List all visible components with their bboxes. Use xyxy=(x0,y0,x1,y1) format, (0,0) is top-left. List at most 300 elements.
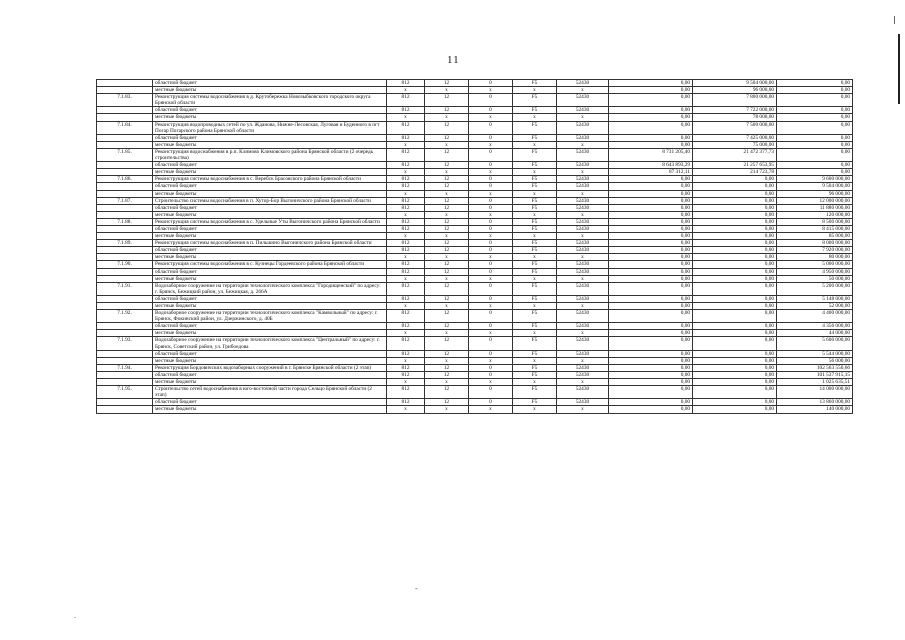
table-row xyxy=(97,379,853,386)
code-pr: x xyxy=(469,141,513,148)
table-row xyxy=(97,350,853,357)
code-project: F5 xyxy=(513,107,557,114)
code-target: 52430 xyxy=(557,176,609,183)
code-gr: 812 xyxy=(387,218,425,225)
row-number xyxy=(97,225,153,232)
code-project: F5 xyxy=(513,364,557,371)
row-description: Реконструкция системы водоснабжения в д. Крутобережка Новозыбковского городского округа Брянской области xyxy=(153,94,387,107)
amount-year-3: 9 504 000,00 xyxy=(777,183,853,190)
code-gr: 812 xyxy=(387,107,425,114)
amount-year-2: 0,00 xyxy=(693,183,777,190)
code-target: x xyxy=(557,169,609,176)
amount-year-3: 0,00 xyxy=(777,148,853,161)
row-number: 7.1.87. xyxy=(97,197,153,204)
row-description: местные бюджеты xyxy=(153,303,387,310)
amount-year-1: 0,00 xyxy=(609,295,693,302)
row-description: местные бюджеты xyxy=(153,357,387,364)
code-project: F5 xyxy=(513,295,557,302)
code-target: x xyxy=(557,211,609,218)
code-project: F5 xyxy=(513,282,557,295)
code-target: 52430 xyxy=(557,323,609,330)
row-description: местные бюджеты xyxy=(153,114,387,121)
amount-year-2: 21 472 377,73 xyxy=(693,148,777,161)
row-description: областной бюджет xyxy=(153,204,387,211)
code-target: x xyxy=(557,190,609,197)
code-gr: 812 xyxy=(387,261,425,268)
row-number xyxy=(97,169,153,176)
amount-year-3: 0,00 xyxy=(777,162,853,169)
code-pr: 0 xyxy=(469,386,513,399)
code-target: 52430 xyxy=(557,218,609,225)
code-pr: 0 xyxy=(469,261,513,268)
amount-year-1: 0,00 xyxy=(609,134,693,141)
code-pr: x xyxy=(469,87,513,94)
row-number xyxy=(97,303,153,310)
row-number xyxy=(97,399,153,406)
code-rz: 12 xyxy=(425,204,469,211)
amount-year-1: 0,00 xyxy=(609,247,693,254)
row-number: 7.1.83. xyxy=(97,94,153,107)
code-pr: 0 xyxy=(469,240,513,247)
row-description: Реконструкция водоснабжения в р.п. Климово Климовского района Брянской области (2 очередь строительства) xyxy=(153,148,387,161)
code-gr: x xyxy=(387,303,425,310)
code-gr: 812 xyxy=(387,350,425,357)
amount-year-2: 0,00 xyxy=(693,406,777,413)
code-gr: 812 xyxy=(387,364,425,371)
code-target: 52430 xyxy=(557,371,609,378)
amount-year-2: 0,00 xyxy=(693,357,777,364)
code-project: F5 xyxy=(513,247,557,254)
table-row xyxy=(97,197,853,204)
amount-year-1: 0,00 xyxy=(609,218,693,225)
amount-year-1: 0,00 xyxy=(609,268,693,275)
table-row xyxy=(97,176,853,183)
table-row xyxy=(97,190,853,197)
table-row xyxy=(97,268,853,275)
code-target: x xyxy=(557,303,609,310)
table-row xyxy=(97,337,853,350)
row-number: 7.1.92. xyxy=(97,310,153,323)
code-project: F5 xyxy=(513,399,557,406)
scan-edge-tick xyxy=(894,16,895,24)
code-project: F5 xyxy=(513,225,557,232)
amount-year-1: 0,00 xyxy=(609,303,693,310)
code-project: F5 xyxy=(513,80,557,87)
code-rz: 12 xyxy=(425,148,469,161)
code-gr: x xyxy=(387,114,425,121)
table-body xyxy=(97,80,853,414)
code-project: F5 xyxy=(513,268,557,275)
code-gr: 812 xyxy=(387,176,425,183)
amount-year-1: 0,00 xyxy=(609,379,693,386)
row-description: Реконструкция системы водоснабжения в с. Веребск Брасовского района Брянской области xyxy=(153,176,387,183)
code-target: 52430 xyxy=(557,94,609,107)
code-rz: x xyxy=(425,169,469,176)
code-gr: 812 xyxy=(387,310,425,323)
code-pr: x xyxy=(469,114,513,121)
amount-year-3: 4 400 000,00 xyxy=(777,310,853,323)
table-row xyxy=(97,218,853,225)
amount-year-2: 0,00 xyxy=(693,247,777,254)
code-project: F5 xyxy=(513,240,557,247)
code-gr: 812 xyxy=(387,247,425,254)
amount-year-3: 14 000 000,00 xyxy=(777,386,853,399)
code-project: x xyxy=(513,233,557,240)
amount-year-3: 7 920 000,00 xyxy=(777,247,853,254)
code-target: x xyxy=(557,114,609,121)
code-project: x xyxy=(513,87,557,94)
row-number xyxy=(97,357,153,364)
row-number xyxy=(97,80,153,87)
code-rz: 12 xyxy=(425,323,469,330)
code-gr: 812 xyxy=(387,183,425,190)
code-pr: x xyxy=(469,275,513,282)
code-gr: 812 xyxy=(387,134,425,141)
code-rz: 12 xyxy=(425,94,469,107)
code-rz: 12 xyxy=(425,295,469,302)
row-number xyxy=(97,114,153,121)
row-number xyxy=(97,211,153,218)
code-pr: 0 xyxy=(469,310,513,323)
amount-year-3: 13 860 000,00 xyxy=(777,399,853,406)
code-project: F5 xyxy=(513,323,557,330)
code-pr: 0 xyxy=(469,183,513,190)
amount-year-3: 0,00 xyxy=(777,141,853,148)
row-number xyxy=(97,87,153,94)
row-description: местные бюджеты xyxy=(153,330,387,337)
table-row xyxy=(97,371,853,378)
table-row xyxy=(97,141,853,148)
table-row xyxy=(97,386,853,399)
code-pr: 0 xyxy=(469,162,513,169)
amount-year-1: 0,00 xyxy=(609,310,693,323)
amount-year-2: 0,00 xyxy=(693,268,777,275)
row-description: Реконструкция системы водоснабжения в с. Кузнецы Гордеевского района Брянской области xyxy=(153,261,387,268)
row-number xyxy=(97,323,153,330)
amount-year-1: 0,00 xyxy=(609,282,693,295)
code-project: F5 xyxy=(513,148,557,161)
code-rz: x xyxy=(425,379,469,386)
code-pr: 0 xyxy=(469,350,513,357)
code-gr: 812 xyxy=(387,323,425,330)
table-row xyxy=(97,225,853,232)
amount-year-2: 0,00 xyxy=(693,303,777,310)
code-target: 52430 xyxy=(557,350,609,357)
row-description: Водозаборное сооружение на территории технологического комплекса "Камвольный" по адресу: г. Брянск, Фокинский район, ул. Дзержинского, д. 40Б xyxy=(153,310,387,323)
amount-year-1: 0,00 xyxy=(609,330,693,337)
code-rz: 12 xyxy=(425,399,469,406)
code-gr: 812 xyxy=(387,282,425,295)
amount-year-1: 0,00 xyxy=(609,406,693,413)
code-pr: x xyxy=(469,303,513,310)
amount-year-1: 0,00 xyxy=(609,211,693,218)
code-gr: 812 xyxy=(387,204,425,211)
amount-year-2: 0,00 xyxy=(693,323,777,330)
code-project: x xyxy=(513,379,557,386)
table-row xyxy=(97,295,853,302)
code-pr: 0 xyxy=(469,337,513,350)
amount-year-1: 8 643 893,29 xyxy=(609,162,693,169)
amount-year-2: 0,00 xyxy=(693,190,777,197)
code-gr: 812 xyxy=(387,197,425,204)
table-row xyxy=(97,303,853,310)
code-rz: x xyxy=(425,87,469,94)
row-description: местные бюджеты xyxy=(153,379,387,386)
row-number: 7.1.94. xyxy=(97,364,153,371)
table-row xyxy=(97,399,853,406)
code-rz: 12 xyxy=(425,183,469,190)
amount-year-2: 0,00 xyxy=(693,233,777,240)
amount-year-2: 0,00 xyxy=(693,225,777,232)
amount-year-3: 0,00 xyxy=(777,80,853,87)
amount-year-2: 0,00 xyxy=(693,350,777,357)
row-number xyxy=(97,379,153,386)
amount-year-1: 0,00 xyxy=(609,141,693,148)
row-number xyxy=(97,275,153,282)
code-gr: 812 xyxy=(387,148,425,161)
row-description: областной бюджет xyxy=(153,295,387,302)
amount-year-2: 0,00 xyxy=(693,218,777,225)
row-description: местные бюджеты xyxy=(153,406,387,413)
table-row xyxy=(97,87,853,94)
row-description: местные бюджеты xyxy=(153,254,387,261)
code-target: 52430 xyxy=(557,204,609,211)
code-pr: 0 xyxy=(469,323,513,330)
amount-year-2: 21 257 653,95 xyxy=(693,162,777,169)
row-number xyxy=(97,371,153,378)
code-target: 52430 xyxy=(557,197,609,204)
amount-year-3: 44 000,00 xyxy=(777,330,853,337)
code-pr: 0 xyxy=(469,399,513,406)
code-pr: 0 xyxy=(469,197,513,204)
row-number xyxy=(97,406,153,413)
row-number xyxy=(97,134,153,141)
code-target: 52430 xyxy=(557,80,609,87)
code-rz: 12 xyxy=(425,350,469,357)
code-gr: x xyxy=(387,406,425,413)
row-number xyxy=(97,141,153,148)
code-project: F5 xyxy=(513,121,557,134)
code-project: x xyxy=(513,169,557,176)
code-pr: x xyxy=(469,211,513,218)
code-pr: 0 xyxy=(469,364,513,371)
table-row xyxy=(97,275,853,282)
code-target: x xyxy=(557,87,609,94)
code-gr: x xyxy=(387,141,425,148)
amount-year-2: 0,00 xyxy=(693,261,777,268)
row-description: Реконструкция системы водоснабжения в с. Удельные Уты Выгоничского района Брянской области xyxy=(153,218,387,225)
page-number: 11 xyxy=(447,54,460,66)
amount-year-3: 56 000,00 xyxy=(777,357,853,364)
code-gr: 812 xyxy=(387,268,425,275)
amount-year-3: 11 880 000,00 xyxy=(777,204,853,211)
amount-year-1: 0,00 xyxy=(609,350,693,357)
row-number xyxy=(97,268,153,275)
code-target: 52430 xyxy=(557,399,609,406)
code-project: x xyxy=(513,190,557,197)
amount-year-1: 0,00 xyxy=(609,399,693,406)
code-rz: 12 xyxy=(425,282,469,295)
code-gr: 812 xyxy=(387,371,425,378)
row-description: областной бюджет xyxy=(153,371,387,378)
row-description: Строительство системы водоснабжения в п. Хутор-Бор Выгоничского района Брянской области xyxy=(153,197,387,204)
row-number: 7.1.88. xyxy=(97,218,153,225)
code-target: 52430 xyxy=(557,247,609,254)
table-row xyxy=(97,183,853,190)
code-pr: 0 xyxy=(469,176,513,183)
code-pr: 0 xyxy=(469,80,513,87)
code-pr: 0 xyxy=(469,371,513,378)
amount-year-1: 0,00 xyxy=(609,225,693,232)
amount-year-2: 0,00 xyxy=(693,399,777,406)
code-project: F5 xyxy=(513,371,557,378)
code-rz: 12 xyxy=(425,197,469,204)
code-rz: 12 xyxy=(425,162,469,169)
amount-year-1: 0,00 xyxy=(609,94,693,107)
amount-year-1: 0,00 xyxy=(609,337,693,350)
table-row xyxy=(97,162,853,169)
row-description: местные бюджеты xyxy=(153,211,387,218)
table-row xyxy=(97,121,853,134)
code-pr: 0 xyxy=(469,295,513,302)
amount-year-2: 0,00 xyxy=(693,282,777,295)
code-pr: x xyxy=(469,357,513,364)
amount-year-2: 0,00 xyxy=(693,211,777,218)
code-project: F5 xyxy=(513,176,557,183)
code-gr: x xyxy=(387,87,425,94)
row-description: местные бюджеты xyxy=(153,87,387,94)
code-target: x xyxy=(557,254,609,261)
amount-year-1: 0,00 xyxy=(609,87,693,94)
code-project: x xyxy=(513,357,557,364)
code-target: x xyxy=(557,406,609,413)
amount-year-1: 8 731 205,40 xyxy=(609,148,693,161)
amount-year-1: 0,00 xyxy=(609,275,693,282)
amount-year-2: 0,00 xyxy=(693,371,777,378)
code-rz: 12 xyxy=(425,261,469,268)
amount-year-3: 80 000,00 xyxy=(777,254,853,261)
row-number: 7.1.93. xyxy=(97,337,153,350)
amount-year-3: 101 537 915,15 xyxy=(777,371,853,378)
code-target: 52430 xyxy=(557,268,609,275)
code-pr: 0 xyxy=(469,121,513,134)
code-pr: 0 xyxy=(469,282,513,295)
code-rz: 12 xyxy=(425,107,469,114)
code-project: F5 xyxy=(513,218,557,225)
code-project: x xyxy=(513,141,557,148)
amount-year-2: 0,00 xyxy=(693,275,777,282)
code-project: F5 xyxy=(513,310,557,323)
code-pr: x xyxy=(469,379,513,386)
row-description: Реконструкция водопроводных сетей по ул. Жданова, Нижне-Лесовская, Луговая и Буденного в пгт Погар Погарского района Брянской области xyxy=(153,121,387,134)
code-gr: x xyxy=(387,254,425,261)
table-row xyxy=(97,261,853,268)
amount-year-3: 0,00 xyxy=(777,169,853,176)
code-pr: 0 xyxy=(469,225,513,232)
code-project: x xyxy=(513,330,557,337)
amount-year-1: 0,00 xyxy=(609,254,693,261)
code-target: 52430 xyxy=(557,364,609,371)
code-project: F5 xyxy=(513,337,557,350)
code-rz: 12 xyxy=(425,386,469,399)
amount-year-3: 4 356 000,00 xyxy=(777,323,853,330)
amount-year-2: 0,00 xyxy=(693,364,777,371)
row-description: областной бюджет xyxy=(153,225,387,232)
table-row xyxy=(97,107,853,114)
row-description: областной бюджет xyxy=(153,162,387,169)
code-rz: x xyxy=(425,406,469,413)
code-target: x xyxy=(557,141,609,148)
amount-year-1: 0,00 xyxy=(609,197,693,204)
amount-year-2: 0,00 xyxy=(693,310,777,323)
amount-year-3: 0,00 xyxy=(777,107,853,114)
amount-year-3: 5 544 000,00 xyxy=(777,350,853,357)
code-rz: x xyxy=(425,254,469,261)
row-description: областной бюджет xyxy=(153,134,387,141)
amount-year-3: 85 000,00 xyxy=(777,233,853,240)
amount-year-2: 9 504 000,00 xyxy=(693,80,777,87)
code-project: F5 xyxy=(513,183,557,190)
code-rz: 12 xyxy=(425,176,469,183)
code-rz: 12 xyxy=(425,247,469,254)
row-description: местные бюджеты xyxy=(153,233,387,240)
amount-year-2: 0,00 xyxy=(693,379,777,386)
code-gr: x xyxy=(387,190,425,197)
amount-year-1: 0,00 xyxy=(609,371,693,378)
code-gr: 812 xyxy=(387,162,425,169)
amount-year-3: 1 025 635,51 xyxy=(777,379,853,386)
amount-year-3: 8 500 000,00 xyxy=(777,218,853,225)
table-row xyxy=(97,240,853,247)
amount-year-2: 0,00 xyxy=(693,386,777,399)
row-number: 7.1.84. xyxy=(97,121,153,134)
code-target: 52430 xyxy=(557,310,609,323)
code-project: F5 xyxy=(513,162,557,169)
code-gr: 812 xyxy=(387,80,425,87)
code-target: 52430 xyxy=(557,337,609,350)
code-rz: 12 xyxy=(425,218,469,225)
code-target: x xyxy=(557,330,609,337)
table-row xyxy=(97,80,853,87)
row-description: областной бюджет xyxy=(153,247,387,254)
amount-year-1: 0,00 xyxy=(609,204,693,211)
amount-year-3: 120 000,00 xyxy=(777,211,853,218)
code-target: 52430 xyxy=(557,386,609,399)
table-row xyxy=(97,247,853,254)
table-row xyxy=(97,148,853,161)
code-rz: x xyxy=(425,141,469,148)
row-description: областной бюджет xyxy=(153,80,387,87)
code-gr: x xyxy=(387,211,425,218)
row-number xyxy=(97,295,153,302)
amount-year-3: 50 000,00 xyxy=(777,275,853,282)
table-row xyxy=(97,406,853,413)
table-row xyxy=(97,134,853,141)
code-target: 52430 xyxy=(557,295,609,302)
code-rz: x xyxy=(425,275,469,282)
code-rz: 12 xyxy=(425,310,469,323)
amount-year-3: 0,00 xyxy=(777,114,853,121)
code-target: x xyxy=(557,357,609,364)
code-gr: x xyxy=(387,357,425,364)
code-project: F5 xyxy=(513,386,557,399)
code-rz: 12 xyxy=(425,268,469,275)
row-number: 7.1.90. xyxy=(97,261,153,268)
code-pr: 0 xyxy=(469,148,513,161)
code-pr: 0 xyxy=(469,107,513,114)
amount-year-3: 8 415 000,00 xyxy=(777,225,853,232)
amount-year-2: 0,00 xyxy=(693,176,777,183)
